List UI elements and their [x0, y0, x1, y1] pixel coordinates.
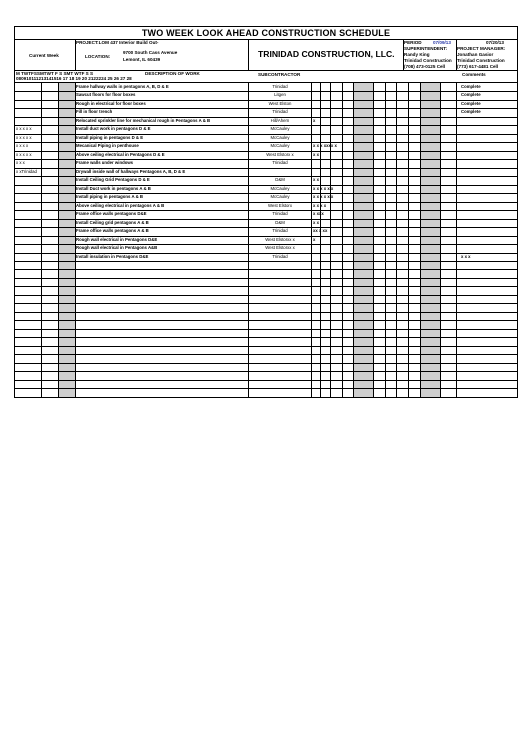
- schedule-sheet: [14, 26, 518, 398]
- subcontractor-name: McCauley: [270, 126, 290, 132]
- subcontractor-name: West Elstorxx x: [265, 245, 295, 251]
- row-comment: x x x: [461, 253, 471, 259]
- row-comment: Complete: [461, 84, 481, 89]
- period-start: 07/09/13: [433, 40, 451, 45]
- subcontractor-name: Trinidad: [272, 84, 288, 89]
- row-left-marks: x x x x: [16, 143, 29, 149]
- subcontractor-name: D&M: [275, 219, 285, 225]
- period-end: 07/20/13: [486, 40, 504, 45]
- pm-phone: (773) 617-4481 Cell: [457, 64, 499, 69]
- work-description: Install Ceiling Grid Pentagons D & E: [76, 177, 150, 183]
- work-description: Above ceiling electrical in pentagons A & B: [76, 202, 165, 208]
- company-name: TRINIDAD CONSTRUCTION, LLC.: [258, 49, 395, 59]
- work-description: Frame office walls pentagons D&E: [76, 211, 147, 217]
- subcontractor-name: Hill/Ahern: [270, 117, 290, 123]
- row-left-marks: x xTrinidad: [16, 168, 37, 174]
- row-schedule-marks: x x x x: [313, 202, 327, 208]
- row-schedule-marks: xx x xx: [313, 228, 328, 234]
- location-line2: Lemont, IL 60439: [123, 57, 161, 62]
- row-schedule-marks: x x x xxxx x: [313, 143, 337, 149]
- subcontractor-name: West Elstorx: [267, 202, 293, 208]
- project-manager-cell: [456, 40, 516, 70]
- schedule-grid: [15, 83, 517, 397]
- work-description: Sawcut floors for floor boxes: [76, 92, 136, 98]
- subcontractor-name: Trinidad: [272, 211, 288, 217]
- work-description: Frame office walls pentagons A & B: [76, 228, 149, 234]
- days-numbers: 080910111213141516 17 18 19 20 2122224 25 26 27 28: [16, 76, 132, 81]
- subcontractor-name: Trinidad: [272, 160, 288, 166]
- subcontractor-header: SUBCONTRACTOR: [258, 72, 301, 77]
- work-description: Install insulation in Pentagons D&E: [76, 253, 149, 259]
- pm-company: Trinidad Construction: [457, 58, 505, 63]
- work-description: Install duct work in pentagons D & E: [76, 126, 151, 132]
- row-comment: Complete: [461, 100, 481, 106]
- row-schedule-marks: x: [313, 117, 316, 123]
- work-description: Relocated sprinkler line for mechanical rough in Pentagons A & B: [76, 117, 211, 123]
- row-left-marks: x x x x x: [16, 151, 32, 157]
- column-header-row: [15, 71, 517, 83]
- superintendent-name: Randy King: [404, 52, 430, 57]
- subcontractor-name: McCauley: [270, 194, 290, 200]
- project-location-cell: [75, 40, 249, 70]
- row-schedule-marks: x x x x x x: [313, 194, 334, 200]
- row-schedule-marks: x x: [313, 219, 319, 225]
- subcontractor-name: Trinidad: [272, 109, 288, 115]
- subcontractor-name: West Elston: [268, 100, 292, 106]
- project-label: PROJECT:LOM 437 Interior Build Out-: [76, 40, 159, 45]
- work-description: Rough in electrical for floor boxes: [76, 100, 146, 106]
- location-label: LOCATION:: [85, 54, 111, 59]
- subcontractor-name: Litgen: [274, 92, 286, 98]
- days-letters: M TWTFSSMTWT F S SMT WTF S S: [16, 71, 94, 76]
- row-schedule-marks: x: [313, 236, 316, 242]
- work-description: Above ceiling electrical in Pentagons D & E: [76, 151, 165, 157]
- superintendent-company: Trinidad Construction: [404, 58, 452, 63]
- work-description: Mecanical Piping in penthouse: [76, 143, 139, 149]
- schedule-title: TWO WEEK LOOK AHEAD CONSTRUCTION SCHEDULE: [15, 27, 517, 40]
- pm-name: Jonathan Gasior: [457, 52, 494, 57]
- period-label: PERIOD: [404, 40, 422, 45]
- row-left-marks: x x x x x: [16, 126, 32, 132]
- comments-header: Comments: [462, 72, 486, 77]
- row-schedule-marks: x x: [313, 151, 319, 157]
- work-description: Drywall inside wall of hallways Pentagons A, B, D & E: [76, 168, 186, 174]
- current-week-label: Current Week: [29, 53, 59, 58]
- header-block: [15, 40, 517, 71]
- superintendent-label: SUPERINTENDENT:: [404, 46, 448, 51]
- row-schedule-marks: x x x x x x: [313, 185, 334, 191]
- work-description: Install piping in pentagons D & E: [76, 134, 144, 140]
- work-description: Rough wall electrical in Pentagons A&B: [76, 245, 158, 251]
- row-schedule-marks: x x: [313, 177, 319, 183]
- row-left-marks: x x x: [16, 160, 25, 166]
- current-week-cell: [15, 40, 76, 70]
- work-description: Rough wall electrical in Pentagons D&E: [76, 236, 158, 242]
- location-line1: 9700 South Cass Avenue: [123, 50, 178, 55]
- subcontractor-name: Trinidad: [272, 228, 288, 234]
- work-description: Frame walls under windows: [76, 160, 134, 166]
- work-description: Install piping in pentagons A & B: [76, 194, 143, 200]
- subcontractor-name: West Elstorxx x: [265, 236, 295, 242]
- subcontractor-name: McCauley: [270, 134, 290, 140]
- table-row: [15, 388, 517, 397]
- work-description: Install Duct work in pentagons A & B: [76, 185, 151, 191]
- row-comment: Complete: [461, 109, 481, 115]
- company-cell: [248, 40, 404, 70]
- row-schedule-marks: x xxx: [313, 211, 324, 217]
- row-left-marks: x x x x x: [16, 134, 32, 140]
- row-comment: Complete: [461, 92, 481, 98]
- subcontractor-name: D&M: [275, 177, 285, 183]
- pm-label: PROJECT MANAGER:: [457, 46, 506, 51]
- subcontractor-name: McCauley: [270, 185, 290, 191]
- superintendent-phone: (708) 473-0125 Cell: [404, 64, 446, 69]
- work-description: Frame hallway walls in pentagons A, B, D & E: [76, 84, 169, 89]
- subcontractor-name: Trinidad: [272, 253, 288, 259]
- work-description: Fill in floor trench: [76, 109, 113, 115]
- work-description: Install Ceiling grid pentagons A & B: [76, 219, 149, 225]
- subcontractor-name: McCauley: [270, 143, 290, 149]
- subcontractor-name: West Elstorx x: [266, 151, 294, 157]
- superintendent-cell: [403, 40, 457, 70]
- description-header: DESCRIPTION OF WORK: [145, 71, 200, 76]
